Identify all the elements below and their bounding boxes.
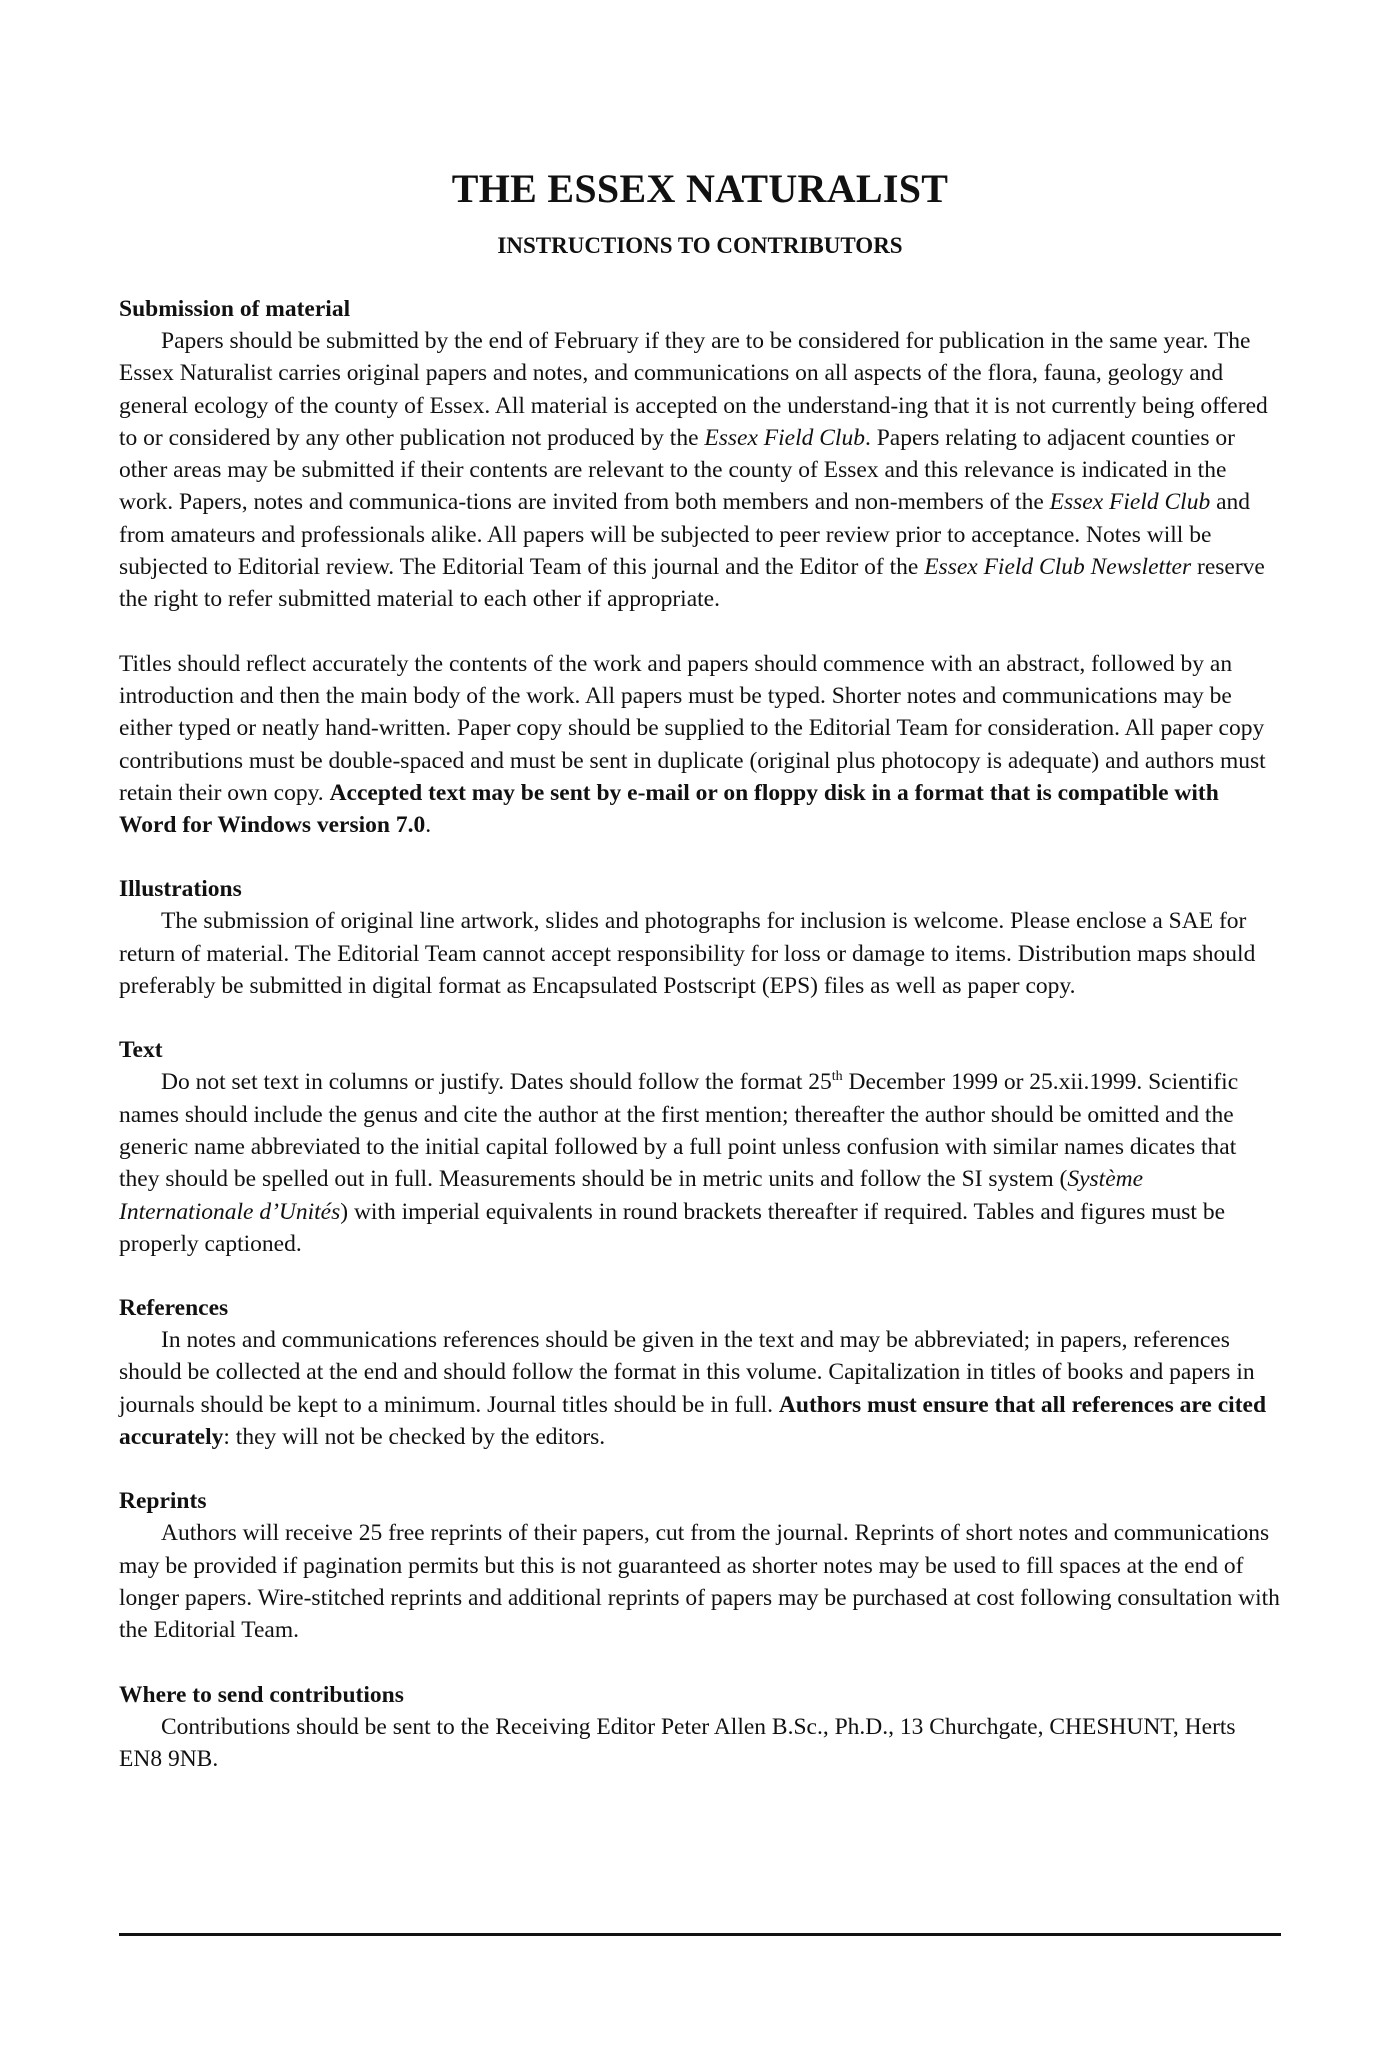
text-run: ) with imperial equivalents in round brackets thereafter if required. Tables and figures must be properly captioned. xyxy=(119,1198,1226,1257)
section-heading: Submission of material xyxy=(119,296,351,322)
text-run: : they will not be checked by the editors. xyxy=(223,1424,606,1451)
text-run: . xyxy=(425,812,432,839)
section-where-to-send xyxy=(119,1679,1281,1776)
italic-text: Essex Field Club xyxy=(1049,489,1211,516)
text-run: Authors will receive 25 free reprints of their papers, cut from the journal. Reprints of short notes and communications may be provided if pagination permits but this is not guaranteed as shorter notes may be used to fill spaces at the end of longer papers. Wire-stitched reprints and additional reprints of papers may be purchased at cost following consultation with the Editorial Team. xyxy=(119,1520,1280,1644)
paragraph xyxy=(119,905,1281,1002)
paragraph xyxy=(119,1711,1281,1776)
section-illustrations xyxy=(119,873,1281,1002)
section-heading: Illustrations xyxy=(119,876,242,903)
text-run: and from amateurs and professionals alike. All papers will be subjected to peer review prior to acceptance. Notes will be subjected to Editorial review. The Editorial Team of this journal and the Editor of the xyxy=(119,489,1251,581)
text-run: Titles should reflect accurately the contents of the work and papers should commence with an abstract, followed by an introduction and then the main body of the work. All papers must be typed. Shorter notes and communications may be either typed or neatly hand-written. Paper copy should be supplied to the Editorial Team for consideration. All paper copy contributions must be double-spaced and must be sent in duplicate (original plus photocopy is adequate) and authors must retain their own copy. xyxy=(119,650,1266,806)
section-references xyxy=(119,1292,1281,1453)
text-run: Contributions should be sent to the Receiving Editor Peter Allen B.Sc., Ph.D., 13 Churchgate, CHESHUNT, Herts EN8 9NB. xyxy=(119,1713,1236,1772)
section-heading: References xyxy=(119,1295,229,1322)
bold-text: Accepted text may be sent by e-mail or on floppy disk in a format that is compatible with Word for Windows version 7.0 xyxy=(119,779,1219,839)
text-run: December 1999 or 25.xii.1999. Scientific names should include the genus and cite the author at the first mention; thereafter the author should be omitted and the generic name abbreviated to the initial capital followed by a full point unless confusion with similar names dicates that they should be spelled out in full. Measurements should be in metric units and follow the SI system ( xyxy=(119,1069,1239,1193)
paragraph xyxy=(119,1517,1281,1646)
document-page xyxy=(119,165,1281,1775)
italic-text: Essex Field Club Newsletter xyxy=(924,554,1192,581)
text-run: The submission of original line artwork, slides and photographs for inclusion is welcome. Please enclose a SAE for return of material. The Editorial Team cannot accept responsibility for loss or damage to items. Distribution maps should preferably be submitted in digital format as Encapsulated Postscript (EPS) files as well as paper copy. xyxy=(119,908,1256,1000)
italic-text: Système Internationale d’Unités xyxy=(119,1166,1144,1225)
bold-text: Authors must ensure that all references are cited accurately xyxy=(119,1391,1267,1451)
paragraph xyxy=(119,1066,1281,1260)
section-heading: Reprints xyxy=(119,1488,207,1515)
section-text xyxy=(119,1034,1281,1260)
text-run: Papers should be submitted by the end of February if they are to be considered for publication in the same year. The Essex Naturalist carries original papers and notes, and communications on all aspects of the flora, fauna, geology and general ecology of the county of Essex. All material is accepted on the understand-ing that it is not currently being offered to or considered by any other publication not produced by the xyxy=(119,328,1268,451)
section-reprints xyxy=(119,1485,1281,1646)
section-heading: Text xyxy=(119,1037,163,1064)
text-run: reserve the right to refer submitted material to each other if appropriate. xyxy=(119,554,1265,613)
paragraph xyxy=(119,1324,1281,1453)
superscript-text: th xyxy=(831,1069,843,1085)
page-subtitle: INSTRUCTIONS TO CONTRIBUTORS xyxy=(497,233,903,258)
text-run: Do not set text in columns or justify. Dates should follow the format 25 xyxy=(161,1069,832,1096)
page-title: THE ESSEX NATURALIST xyxy=(451,166,949,211)
footer-rule xyxy=(119,1933,1281,1936)
text-run: In notes and communications references should be given in the text and may be abbreviated; in papers, references should be collected at the end and should follow the format in this volume. Capitalization in titles of books and papers in journals should be kept to a minimum. Journal titles should be in full. xyxy=(119,1327,1255,1418)
section-heading: Where to send contributions xyxy=(119,1681,404,1708)
text-run: . Papers relating to adjacent counties or other areas may be submitted if their contents are relevant to the county of Essex and this relevance is indicated in the work. Papers, notes and communica-tions are invited from both members and non-members of the xyxy=(119,424,1235,516)
section-submission xyxy=(119,293,1281,841)
paragraph xyxy=(119,648,1281,842)
italic-text: Essex Field Club xyxy=(704,424,865,451)
paragraph xyxy=(119,325,1281,616)
